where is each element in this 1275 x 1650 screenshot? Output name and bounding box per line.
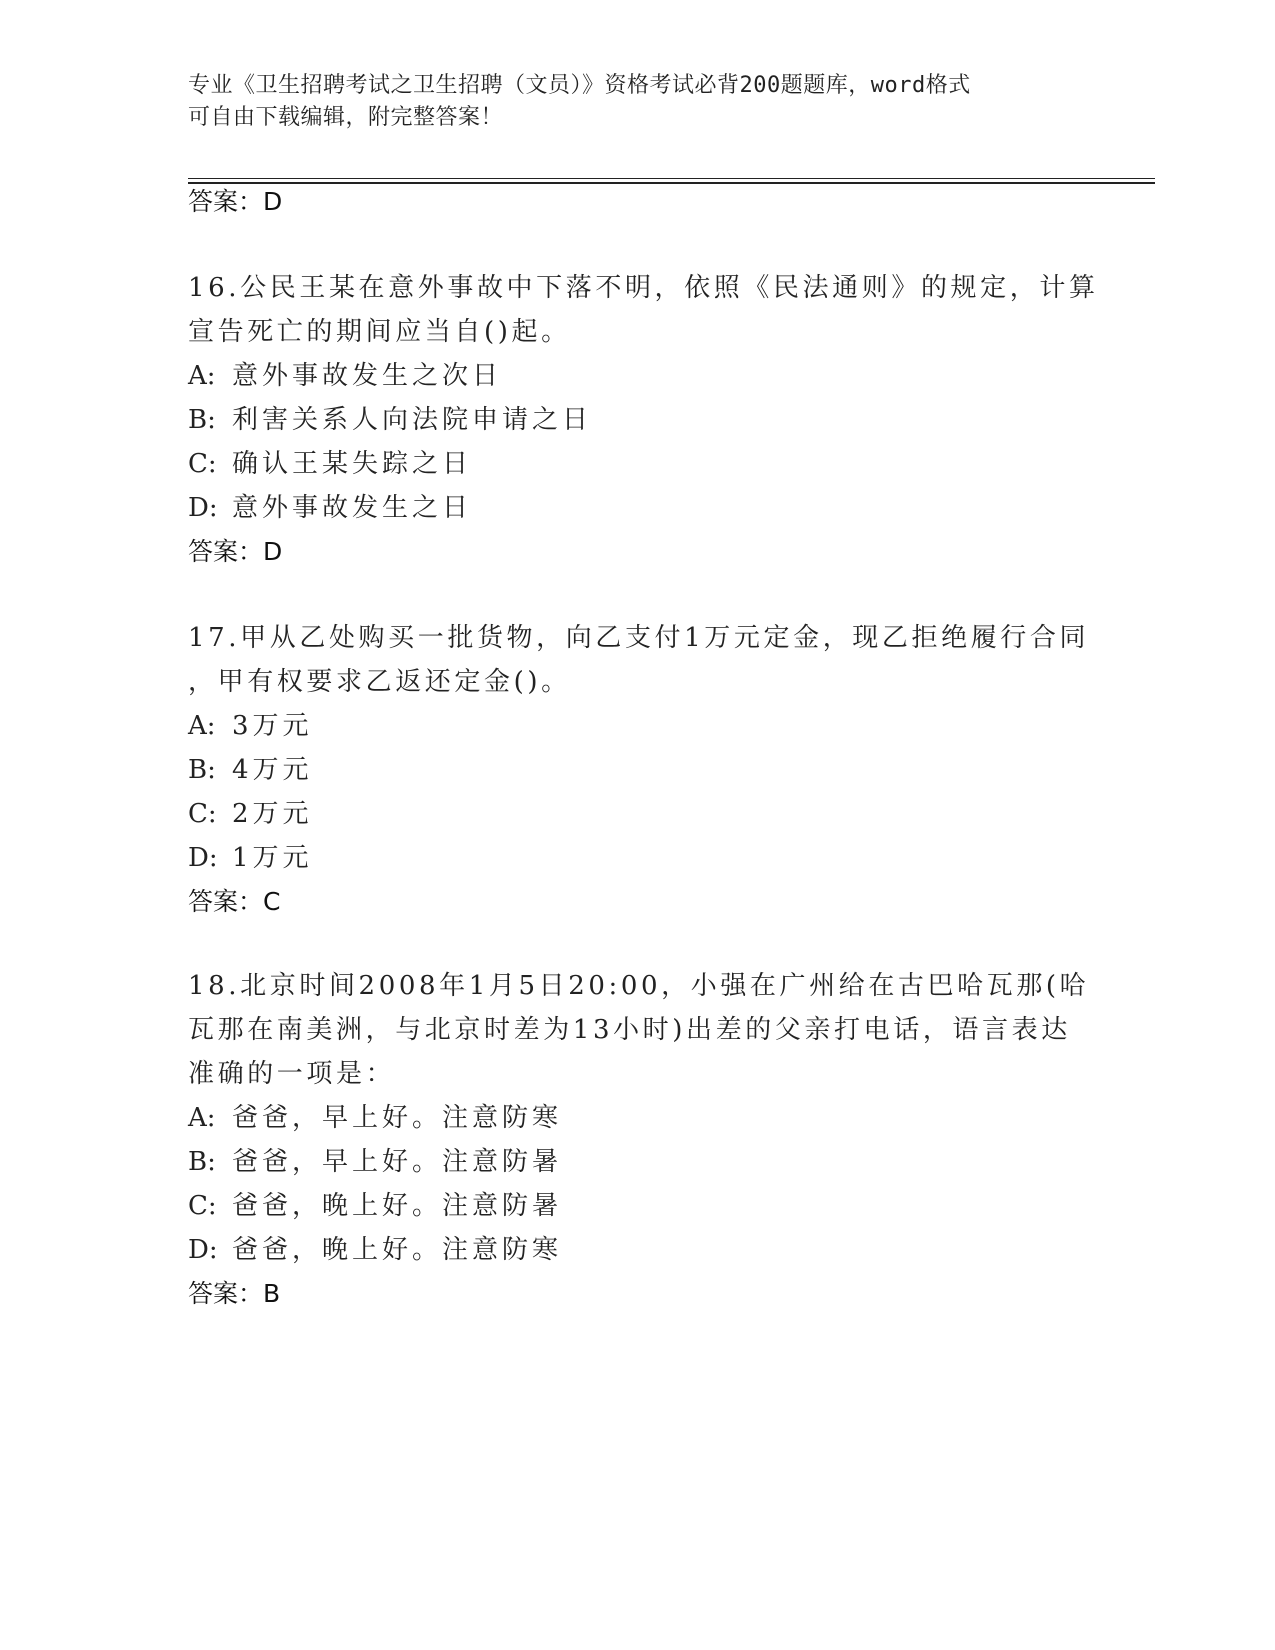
option-text: 爸爸，早上好。注意防寒 xyxy=(232,1103,563,1133)
question-17-text-line-1: 17.甲从乙处购买一批货物，向乙支付1万元定金，现乙拒绝履行合同 xyxy=(188,623,1090,653)
option-letter: C: xyxy=(188,449,217,479)
header-divider-thin xyxy=(188,178,1155,179)
question-17-answer: 答案：C xyxy=(188,887,281,916)
option-text: 1万元 xyxy=(232,843,313,873)
question-18-answer: 答案：B xyxy=(188,1279,281,1308)
option-letter: A: xyxy=(188,1103,216,1133)
header-title-line-1: 专业《卫生招聘考试之卫生招聘（文员）》资格考试必背200题题库，word格式 xyxy=(188,73,971,98)
question-17-text-line-2: ，甲有权要求乙返还定金()。 xyxy=(188,667,571,697)
question-16-option-a xyxy=(188,358,502,394)
question-16-text-line-2: 宣告死亡的期间应当自()起。 xyxy=(188,317,571,347)
option-text: 意外事故发生之日 xyxy=(232,493,473,523)
question-18-text-line-1: 18.北京时间2008年1月5日20:00，小强在广州给在古巴哈瓦那(哈 xyxy=(188,971,1090,1001)
option-text: 爸爸，早上好。注意防暑 xyxy=(232,1147,563,1177)
option-text: 意外事故发生之次日 xyxy=(232,361,503,391)
option-letter: B: xyxy=(188,405,216,435)
option-text: 3万元 xyxy=(232,711,313,741)
question-18-option-d xyxy=(188,1232,562,1268)
option-letter: C: xyxy=(188,1191,217,1221)
option-letter: A: xyxy=(188,711,216,741)
question-18-option-b xyxy=(188,1144,562,1180)
question-16-option-c xyxy=(188,446,472,482)
option-text: 确认王某失踪之日 xyxy=(232,449,473,479)
question-16-text-line-1: 16.公民王某在意外事故中下落不明，依照《民法通则》的规定，计算 xyxy=(188,273,1099,303)
option-letter: D: xyxy=(188,493,218,523)
option-letter: A: xyxy=(188,361,216,391)
previous-answer: 答案：D xyxy=(188,187,283,216)
option-letter: D: xyxy=(188,1235,218,1265)
question-17-option-c xyxy=(188,796,313,832)
option-letter: B: xyxy=(188,1147,216,1177)
question-18-option-c xyxy=(188,1188,562,1224)
question-16-option-b xyxy=(188,402,592,438)
question-17-option-b xyxy=(188,752,313,788)
option-text: 利害关系人向法院申请之日 xyxy=(232,405,593,435)
option-letter: C: xyxy=(188,799,217,829)
question-16-answer: 答案：D xyxy=(188,537,283,566)
question-17-option-d xyxy=(188,840,313,876)
question-18-text-line-2: 瓦那在南美洲，与北京时差为13小时)出差的父亲打电话，语言表达 xyxy=(188,1015,1071,1045)
option-letter: B: xyxy=(188,755,216,785)
question-17-option-a xyxy=(188,708,313,744)
header-title-line-2: 可自由下载编辑，附完整答案！ xyxy=(188,105,504,130)
option-text: 爸爸，晚上好。注意防寒 xyxy=(232,1235,563,1265)
document-header xyxy=(188,70,1088,134)
question-18-option-a xyxy=(188,1100,562,1136)
option-letter: D: xyxy=(188,843,218,873)
header-divider-thick xyxy=(188,182,1155,184)
option-text: 2万元 xyxy=(232,799,313,829)
option-text: 4万元 xyxy=(232,755,313,785)
question-18-text-line-3: 准确的一项是： xyxy=(188,1059,396,1089)
option-text: 爸爸，晚上好。注意防暑 xyxy=(232,1191,563,1221)
question-16-option-d xyxy=(188,490,472,526)
